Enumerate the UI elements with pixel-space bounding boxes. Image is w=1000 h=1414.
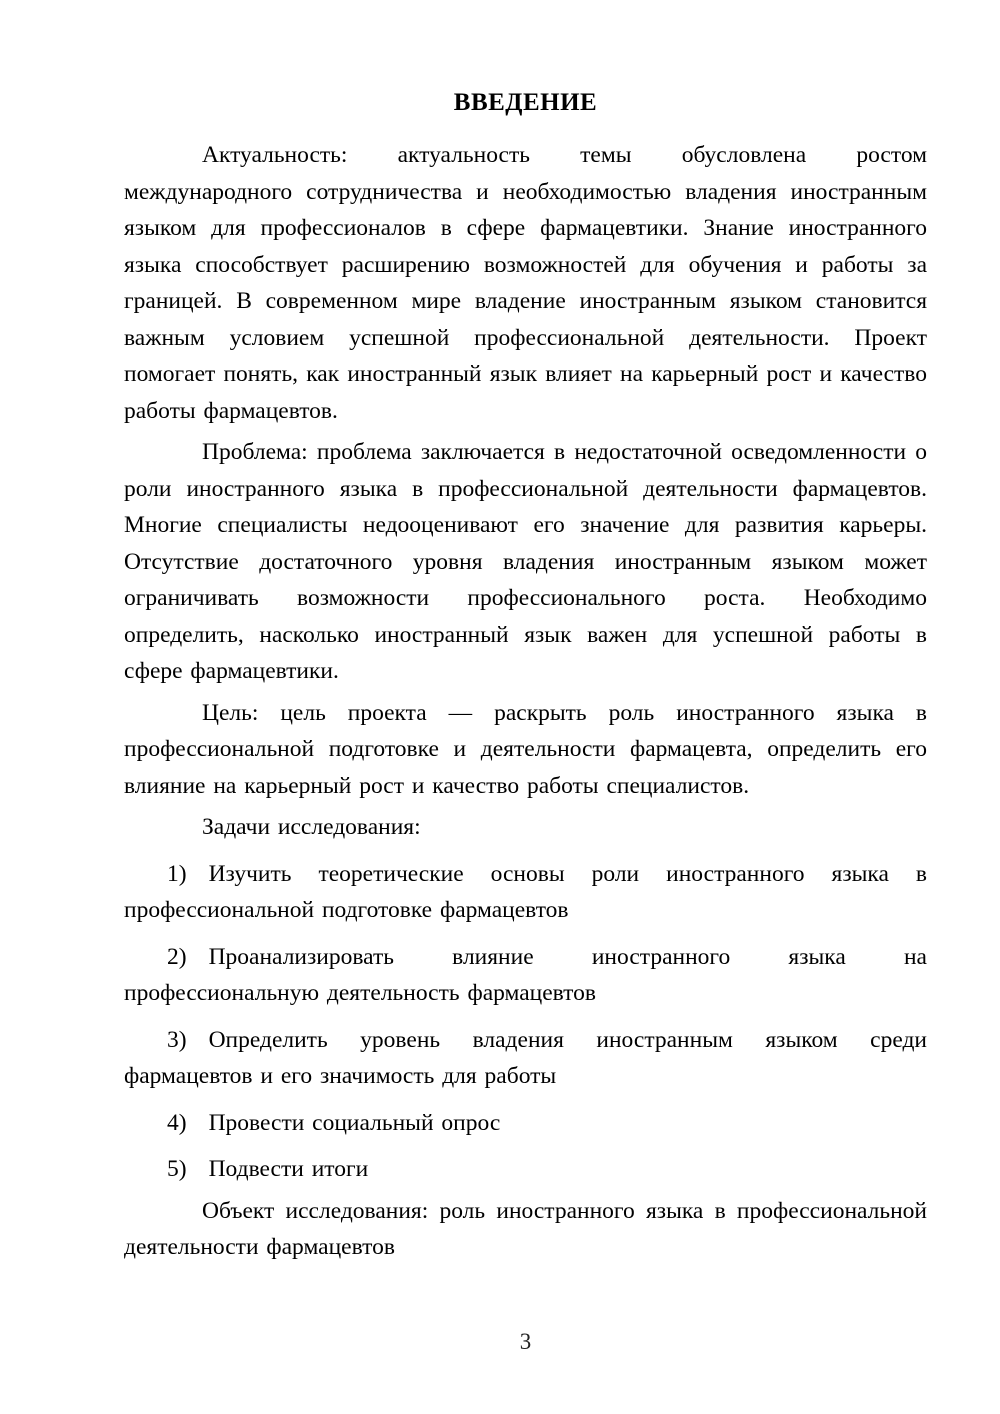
task-item-4 (124, 1105, 927, 1142)
task-number: 2) (167, 943, 187, 970)
task-item-2 (124, 939, 927, 1012)
tasks-heading: Задачи исследования: (202, 814, 421, 840)
paragraph-tsel: Цель: цель проекта — раскрыть роль иностранного языка в профессиональной подготовке и деятельности фармацевта, определить его влияние на карьерный рост и качество работы специалистов. (124, 699, 927, 799)
task-item-1 (124, 856, 927, 929)
task-number: 5) (167, 1156, 187, 1182)
paragraph-obekt: Объект исследования: роль иностранного языка в профессиональной деятельности фармацевтов (124, 1197, 927, 1260)
task-number: 1) (167, 860, 187, 887)
page-number: 3 (519, 1329, 532, 1354)
task-text: Подвести итоги (208, 1156, 369, 1182)
task-number: 3) (167, 1026, 187, 1053)
task-text: Проанализировать влияние иностранного языка на профессиональную деятельность фармацевтов (124, 943, 927, 1006)
page-title: ВВЕДЕНИЕ (453, 89, 598, 116)
task-item-3 (124, 1022, 927, 1095)
task-text: Провести социальный опрос (208, 1109, 501, 1136)
task-number: 4) (167, 1109, 187, 1136)
task-text: Определить уровень владения иностранным языком среди фармацевтов и его значимость для работы (124, 1026, 927, 1089)
paragraph-aktualnost: Актуальность: актуальность темы обусловлена ростом международного сотрудничества и необходимостью владения иностранным языком для профессионалов в сфере фармацевтики. Знание иностранного языка способствует расширению возможностей для обучения и работы за границей. В современном мире владение иностранным языком становится важным условием успешной профессиональной деятельности. Проект помогает понять, как иностранный язык влияет на карьерный рост и качество работы фармацевтов. (124, 142, 927, 424)
paragraph-problema: Проблема: проблема заключается в недостаточной осведомленности о роли иностранного языка в профессиональной деятельности фармацевтов. Многие специалисты недооценивают его значение для развития карьеры. Отсутствие достаточного уровня владения иностранным языком может ограничивать возможности профессионального роста. Необходимо определить, насколько иностранный язык важен для успешной работы в сфере фармацевтики. (124, 439, 927, 684)
task-text: Изучить теоретические основы роли иностранного языка в профессиональной подготовке фармацевтов (124, 860, 927, 923)
task-item-5 (124, 1151, 927, 1188)
